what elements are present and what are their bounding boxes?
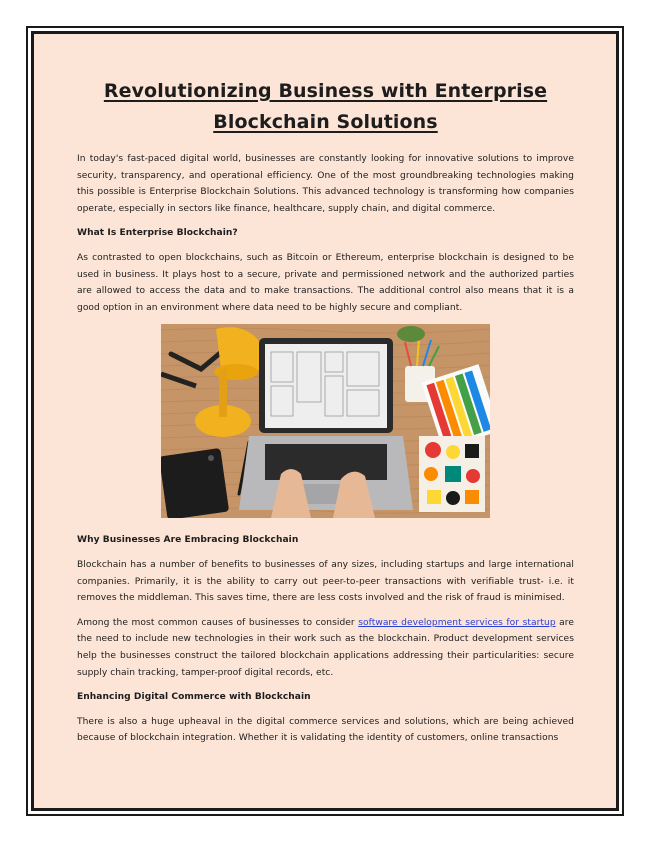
commerce-paragraph: There is also a huge upheaval in the digital commerce services and solutions, which are being achieved because of blockchain integration. Whether it is validating the identity of customers, online transactions [77,716,574,744]
software-development-services-link[interactable]: software development services for startup [358,617,556,628]
section-heading-why: Why Businesses Are Embracing Blockchain [77,535,299,546]
document-title: Revolutionizing Business with Enterprise Blockchain Solutions [103,80,548,133]
intro-paragraph: In today's fast-paced digital world, businesses are constantly looking for innovative solutions to improve security, transparency, and operational efficiency. One of the most groundbreaking technologies making this possible is Enterprise Blockchain Solutions. This advanced technology is transforming how companies operate, especially in sectors like finance, healthcare, supply chain, and digital commerce. [77,154,574,214]
why-paragraph-2 [77,615,574,681]
figure-container [77,324,574,518]
document-content [77,76,574,755]
why-paragraph-2-after: are the need to include new technologies in their work such as the blockchain. Product development services help the businesses construct the tailored blockchain applications addressing their particularities: secure supply chain tracking, tamper-proof digital records, etc. [77,617,575,678]
section-heading-commerce: Enhancing Digital Commerce with Blockchain [77,692,311,703]
section-heading-what-is: What Is Enterprise Blockchain? [77,228,238,239]
what-is-paragraph: As contrasted to open blockchains, such as Bitcoin or Ethereum, enterprise blockchain is designed to be used in business. It plays host to a secure, private and permissioned network and the authorized parties are allowed to access the data and to make transactions. The additional control also means that it is a good option in an environment where data need to be highly secure and compliant. [77,252,574,313]
why-paragraph: Blockchain has a number of benefits to businesses of any sizes, including startups and large international companies. Primarily, it is the ability to carry out peer-to-peer transactions with verifiable trust- i.e. it removes the middleman. This saves time, there are less costs involved and the risk of fraud is minimised. [77,559,574,604]
why-paragraph-2-before: Among the most common causes of businesses to consider [77,617,359,628]
workspace-photo [161,324,490,518]
